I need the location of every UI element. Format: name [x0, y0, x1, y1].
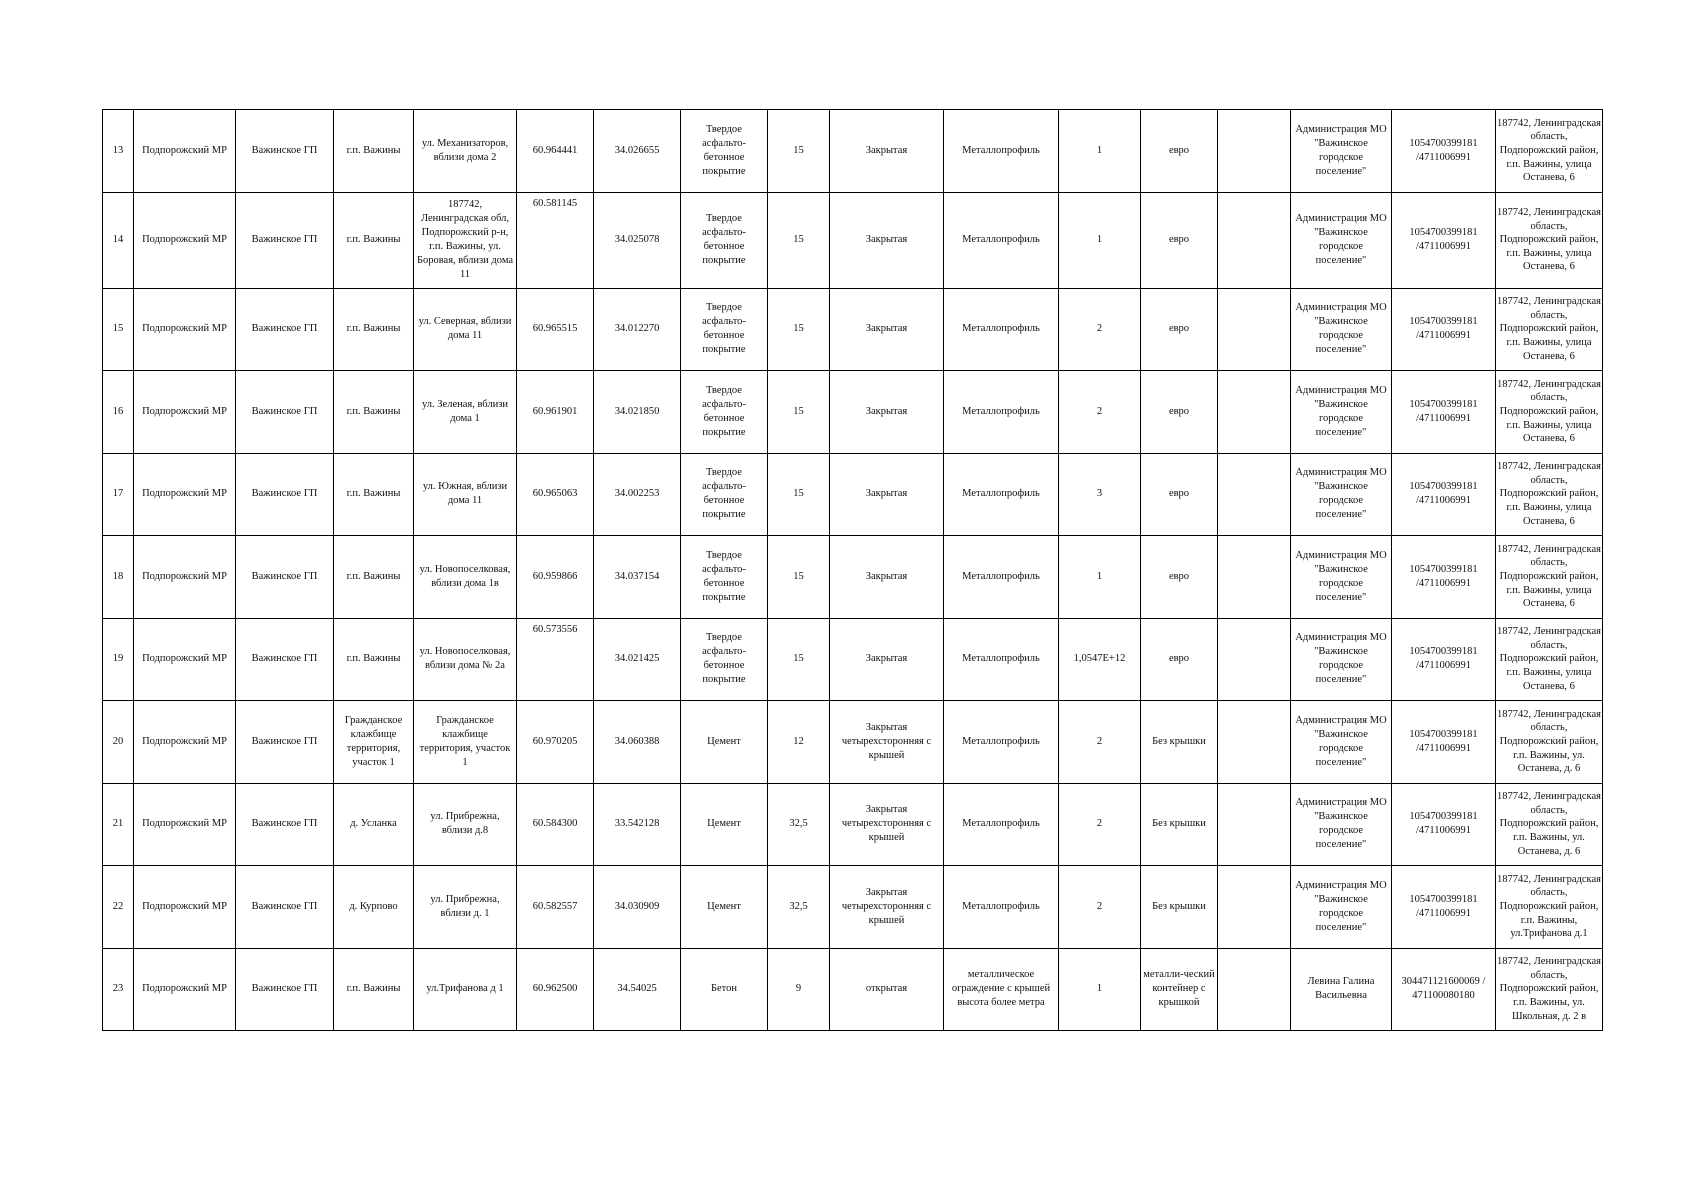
table-row [103, 866, 1603, 949]
locality-cell: Гражданское клажбище территория, участок 1 [334, 701, 414, 784]
empty-cell [1218, 701, 1291, 784]
surface-cell: Твердое асфальто-бетонное покрытие [681, 453, 768, 536]
locality-cell: д. Усланка [334, 783, 414, 866]
table-row [103, 453, 1603, 536]
surface-cell: Твердое асфальто-бетонное покрытие [681, 371, 768, 454]
owner-cell: Администрация МО "Важинское городское поселение" [1291, 866, 1392, 949]
empty-cell [1218, 783, 1291, 866]
fence-material-cell: Металлопрофиль [944, 110, 1059, 193]
container-type-cell: евро [1141, 536, 1218, 619]
owner-address-cell [1496, 866, 1603, 949]
area-cell: 15 [768, 288, 830, 371]
owner-address-text: 187742, Ленинградская область, Подпорожский район, г.п. Важины, улица Останева, 6 [1497, 207, 1601, 273]
container-type-cell: Без крышки [1141, 701, 1218, 784]
fence-material-cell: Металлопрофиль [944, 371, 1059, 454]
site-type-cell: Закрытая [830, 536, 944, 619]
ogrn-inn-cell: 1054700399181 /4711006991 [1392, 110, 1496, 193]
longitude-cell: 34.021425 [594, 618, 681, 701]
locality-cell: д. Курпово [334, 866, 414, 949]
latitude-cell: 60.582557 [517, 866, 594, 949]
settlement-cell: Важинское ГП [236, 783, 334, 866]
latitude-cell: 60.970205 [517, 701, 594, 784]
locality-cell: г.п. Важины [334, 618, 414, 701]
empty-cell [1218, 866, 1291, 949]
latitude-cell: 60.961901 [517, 371, 594, 454]
container-count-cell: 2 [1059, 866, 1141, 949]
fence-material-cell: металлическое ограждение с крышей высота более метра [944, 948, 1059, 1031]
district-cell: Подпорожский МР [134, 618, 236, 701]
container-count-cell: 3 [1059, 453, 1141, 536]
address-cell: ул. Северная, вблизи дома 11 [414, 288, 517, 371]
area-cell: 15 [768, 453, 830, 536]
table-body [103, 110, 1603, 1031]
row-number: 13 [103, 110, 134, 193]
settlement-cell: Важинское ГП [236, 618, 334, 701]
district-cell: Подпорожский МР [134, 948, 236, 1031]
settlement-cell: Важинское ГП [236, 948, 334, 1031]
longitude-cell: 34.025078 [594, 192, 681, 288]
district-cell: Подпорожский МР [134, 371, 236, 454]
owner-address-text: 187742, Ленинградская область, Подпорожский район, г.п. Важины, улица Останева, 6 [1497, 117, 1601, 184]
fence-material-cell: Металлопрофиль [944, 618, 1059, 701]
area-cell: 12 [768, 701, 830, 784]
surface-cell: Твердое асфальто-бетонное покрытие [681, 110, 768, 193]
address-cell: ул. Прибрежна, вблизи д.8 [414, 783, 517, 866]
container-count-cell: 2 [1059, 783, 1141, 866]
empty-cell [1218, 536, 1291, 619]
district-cell: Подпорожский МР [134, 536, 236, 619]
container-type-cell: Без крышки [1141, 866, 1218, 949]
owner-cell: Администрация МО "Важинское городское поселение" [1291, 288, 1392, 371]
container-count-cell: 1 [1059, 536, 1141, 619]
surface-cell: Твердое асфальто-бетонное покрытие [681, 192, 768, 288]
ogrn-inn-cell: 1054700399181 /4711006991 [1392, 618, 1496, 701]
fence-material-cell: Металлопрофиль [944, 453, 1059, 536]
container-type-cell: евро [1141, 371, 1218, 454]
area-cell: 15 [768, 192, 830, 288]
container-count-cell: 2 [1059, 701, 1141, 784]
site-type-cell: Закрытая [830, 371, 944, 454]
address-cell: ул. Новопоселковая, вблизи дома 1в [414, 536, 517, 619]
latitude-cell: 60.584300 [517, 783, 594, 866]
container-count-cell: 1 [1059, 192, 1141, 288]
table-row [103, 288, 1603, 371]
owner-address-text: 187742, Ленинградская область, Подпорожский район, г.п. Важины, улица Останева, 6 [1497, 543, 1601, 610]
row-number: 15 [103, 288, 134, 371]
container-count-cell: 2 [1059, 288, 1141, 371]
settlement-cell: Важинское ГП [236, 536, 334, 619]
container-count-cell: 1 [1059, 948, 1141, 1031]
table-row [103, 192, 1603, 288]
fence-material-cell: Металлопрофиль [944, 536, 1059, 619]
row-number: 18 [103, 536, 134, 619]
table-row [103, 110, 1603, 193]
containers-table [102, 109, 1603, 1031]
surface-cell: Цемент [681, 866, 768, 949]
empty-cell [1218, 192, 1291, 288]
owner-address-text: 187742, Ленинградская область, Подпорожский район, г.п. Важины, ул. Останева, д. 6 [1497, 708, 1601, 775]
address-cell: 187742, Ленинградская обл, Подпорожский р-н, г.п. Важины, ул. Боровая, вблизи дома 11 [414, 192, 517, 288]
longitude-cell: 34.002253 [594, 453, 681, 536]
row-number: 16 [103, 371, 134, 454]
empty-cell [1218, 618, 1291, 701]
container-type-cell: евро [1141, 288, 1218, 371]
owner-address-cell [1496, 288, 1603, 371]
empty-cell [1218, 110, 1291, 193]
owner-address-cell [1496, 192, 1603, 288]
settlement-cell: Важинское ГП [236, 866, 334, 949]
empty-cell [1218, 453, 1291, 536]
fence-material-cell: Металлопрофиль [944, 288, 1059, 371]
ogrn-inn-cell: 1054700399181 /4711006991 [1392, 536, 1496, 619]
owner-cell: Администрация МО "Важинское городское поселение" [1291, 192, 1392, 288]
settlement-cell: Важинское ГП [236, 192, 334, 288]
owner-cell: Левина Галина Васильевна [1291, 948, 1392, 1031]
district-cell: Подпорожский МР [134, 110, 236, 193]
district-cell: Подпорожский МР [134, 866, 236, 949]
row-number: 22 [103, 866, 134, 949]
site-type-cell: Закрытая четырехсторонняя с крышей [830, 783, 944, 866]
address-cell: ул. Механизаторов, вблизи дома 2 [414, 110, 517, 193]
locality-cell: г.п. Важины [334, 192, 414, 288]
latitude-cell: 60.581145 [517, 192, 594, 288]
table-row [103, 783, 1603, 866]
locality-cell: г.п. Важины [334, 110, 414, 193]
row-number: 19 [103, 618, 134, 701]
area-cell: 15 [768, 371, 830, 454]
table-row [103, 536, 1603, 619]
owner-cell: Администрация МО "Важинское городское поселение" [1291, 618, 1392, 701]
row-number: 14 [103, 192, 134, 288]
address-cell: ул.Трифанова д 1 [414, 948, 517, 1031]
container-type-cell: евро [1141, 110, 1218, 193]
owner-address-text: 187742, Ленинградская область, Подпорожский район, г.п. Важины, ул. Школьная, д. 2 в [1497, 956, 1601, 1022]
ogrn-inn-cell: 1054700399181 /4711006991 [1392, 371, 1496, 454]
ogrn-inn-cell: 304471121600069 / 471100080180 [1392, 948, 1496, 1031]
owner-address-cell [1496, 453, 1603, 536]
fence-material-cell: Металлопрофиль [944, 701, 1059, 784]
address-cell: ул. Южная, вблизи дома 11 [414, 453, 517, 536]
owner-cell: Администрация МО "Важинское городское поселение" [1291, 701, 1392, 784]
surface-cell: Цемент [681, 783, 768, 866]
owner-address-cell [1496, 783, 1603, 866]
locality-cell: г.п. Важины [334, 453, 414, 536]
address-cell: ул. Зеленая, вблизи дома 1 [414, 371, 517, 454]
latitude-cell: 60.965515 [517, 288, 594, 371]
longitude-cell: 34.021850 [594, 371, 681, 454]
empty-cell [1218, 371, 1291, 454]
district-cell: Подпорожский МР [134, 701, 236, 784]
ogrn-inn-cell: 1054700399181 /4711006991 [1392, 453, 1496, 536]
owner-address-text: 187742, Ленинградская область, Подпорожский район, г.п. Важины, ул. Останева, д. 6 [1497, 791, 1601, 857]
district-cell: Подпорожский МР [134, 783, 236, 866]
fence-material-cell: Металлопрофиль [944, 866, 1059, 949]
surface-cell: Твердое асфальто-бетонное покрытие [681, 536, 768, 619]
container-type-cell: евро [1141, 192, 1218, 288]
table-row [103, 948, 1603, 1031]
owner-address-cell [1496, 948, 1603, 1031]
owner-address-cell [1496, 701, 1603, 784]
site-type-cell: открытая [830, 948, 944, 1031]
surface-cell: Твердое асфальто-бетонное покрытие [681, 618, 768, 701]
latitude-cell: 60.964441 [517, 110, 594, 193]
ogrn-inn-cell: 1054700399181 /4711006991 [1392, 192, 1496, 288]
owner-cell: Администрация МО "Важинское городское поселение" [1291, 536, 1392, 619]
address-cell: ул. Прибрежна, вблизи д. 1 [414, 866, 517, 949]
table-row [103, 701, 1603, 784]
site-type-cell: Закрытая [830, 192, 944, 288]
surface-cell: Цемент [681, 701, 768, 784]
ogrn-inn-cell: 1054700399181 /4711006991 [1392, 866, 1496, 949]
area-cell: 15 [768, 536, 830, 619]
settlement-cell: Важинское ГП [236, 701, 334, 784]
owner-cell: Администрация МО "Важинское городское поселение" [1291, 783, 1392, 866]
locality-cell: г.п. Важины [334, 536, 414, 619]
owner-address-text: 187742, Ленинградская область, Подпорожский район, г.п. Важины, улица Останева, 6 [1497, 626, 1601, 692]
container-count-cell: 1,0547E+12 [1059, 618, 1141, 701]
container-type-cell: металли-ческий контейнер с крышкой [1141, 948, 1218, 1031]
table-row [103, 371, 1603, 454]
latitude-cell: 60.965063 [517, 453, 594, 536]
area-cell: 32,5 [768, 866, 830, 949]
fence-material-cell: Металлопрофиль [944, 192, 1059, 288]
owner-cell: Администрация МО "Важинское городское поселение" [1291, 371, 1392, 454]
address-cell: Гражданское клажбище территория, участок 1 [414, 701, 517, 784]
owner-address-cell [1496, 618, 1603, 701]
owner-cell: Администрация МО "Важинское городское поселение" [1291, 110, 1392, 193]
ogrn-inn-cell: 1054700399181 /4711006991 [1392, 783, 1496, 866]
table-row [103, 618, 1603, 701]
container-type-cell: Без крышки [1141, 783, 1218, 866]
latitude-cell: 60.962500 [517, 948, 594, 1031]
district-cell: Подпорожский МР [134, 192, 236, 288]
site-type-cell: Закрытая [830, 453, 944, 536]
container-type-cell: евро [1141, 618, 1218, 701]
surface-cell: Твердое асфальто-бетонное покрытие [681, 288, 768, 371]
locality-cell: г.п. Важины [334, 948, 414, 1031]
latitude-cell: 60.573556 [517, 618, 594, 701]
locality-cell: г.п. Важины [334, 371, 414, 454]
settlement-cell: Важинское ГП [236, 288, 334, 371]
owner-address-cell [1496, 110, 1603, 193]
row-number: 21 [103, 783, 134, 866]
site-type-cell: Закрытая [830, 288, 944, 371]
site-type-cell: Закрытая четырехсторонняя с крышей [830, 701, 944, 784]
ogrn-inn-cell: 1054700399181 /4711006991 [1392, 701, 1496, 784]
area-cell: 9 [768, 948, 830, 1031]
settlement-cell: Важинское ГП [236, 110, 334, 193]
longitude-cell: 33.542128 [594, 783, 681, 866]
row-number: 20 [103, 701, 134, 784]
site-type-cell: Закрытая четырехсторонняя с крышей [830, 866, 944, 949]
district-cell: Подпорожский МР [134, 288, 236, 371]
longitude-cell: 34.060388 [594, 701, 681, 784]
site-type-cell: Закрытая [830, 110, 944, 193]
area-cell: 15 [768, 110, 830, 193]
owner-address-cell [1496, 371, 1603, 454]
area-cell: 15 [768, 618, 830, 701]
owner-cell: Администрация МО "Важинское городское поселение" [1291, 453, 1392, 536]
row-number: 23 [103, 948, 134, 1031]
ogrn-inn-cell: 1054700399181 /4711006991 [1392, 288, 1496, 371]
longitude-cell: 34.037154 [594, 536, 681, 619]
latitude-cell: 60.959866 [517, 536, 594, 619]
longitude-cell: 34.54025 [594, 948, 681, 1031]
container-count-cell: 2 [1059, 371, 1141, 454]
longitude-cell: 34.012270 [594, 288, 681, 371]
owner-address-text: 187742, Ленинградская область, Подпорожский район, г.п. Важины, улица Останева, 6 [1497, 461, 1601, 527]
area-cell: 32,5 [768, 783, 830, 866]
empty-cell [1218, 288, 1291, 371]
surface-cell: Бетон [681, 948, 768, 1031]
owner-address-text: 187742, Ленинградская область, Подпорожский район, г.п. Важины, улица Останева, 6 [1497, 296, 1601, 362]
address-cell: ул. Новопоселковая, вблизи дома № 2а [414, 618, 517, 701]
longitude-cell: 34.026655 [594, 110, 681, 193]
container-type-cell: евро [1141, 453, 1218, 536]
district-cell: Подпорожский МР [134, 453, 236, 536]
locality-cell: г.п. Важины [334, 288, 414, 371]
owner-address-cell [1496, 536, 1603, 619]
empty-cell [1218, 948, 1291, 1031]
longitude-cell: 34.030909 [594, 866, 681, 949]
owner-address-text: 187742, Ленинградская область, Подпорожский район, г.п. Важины, улица Останева, 6 [1497, 378, 1601, 445]
row-number: 17 [103, 453, 134, 536]
fence-material-cell: Металлопрофиль [944, 783, 1059, 866]
settlement-cell: Важинское ГП [236, 453, 334, 536]
container-count-cell: 1 [1059, 110, 1141, 193]
owner-address-text: 187742, Ленинградская область, Подпорожский район, г.п. Важины, ул.Трифанова д.1 [1497, 873, 1601, 940]
site-type-cell: Закрытая [830, 618, 944, 701]
settlement-cell: Важинское ГП [236, 371, 334, 454]
